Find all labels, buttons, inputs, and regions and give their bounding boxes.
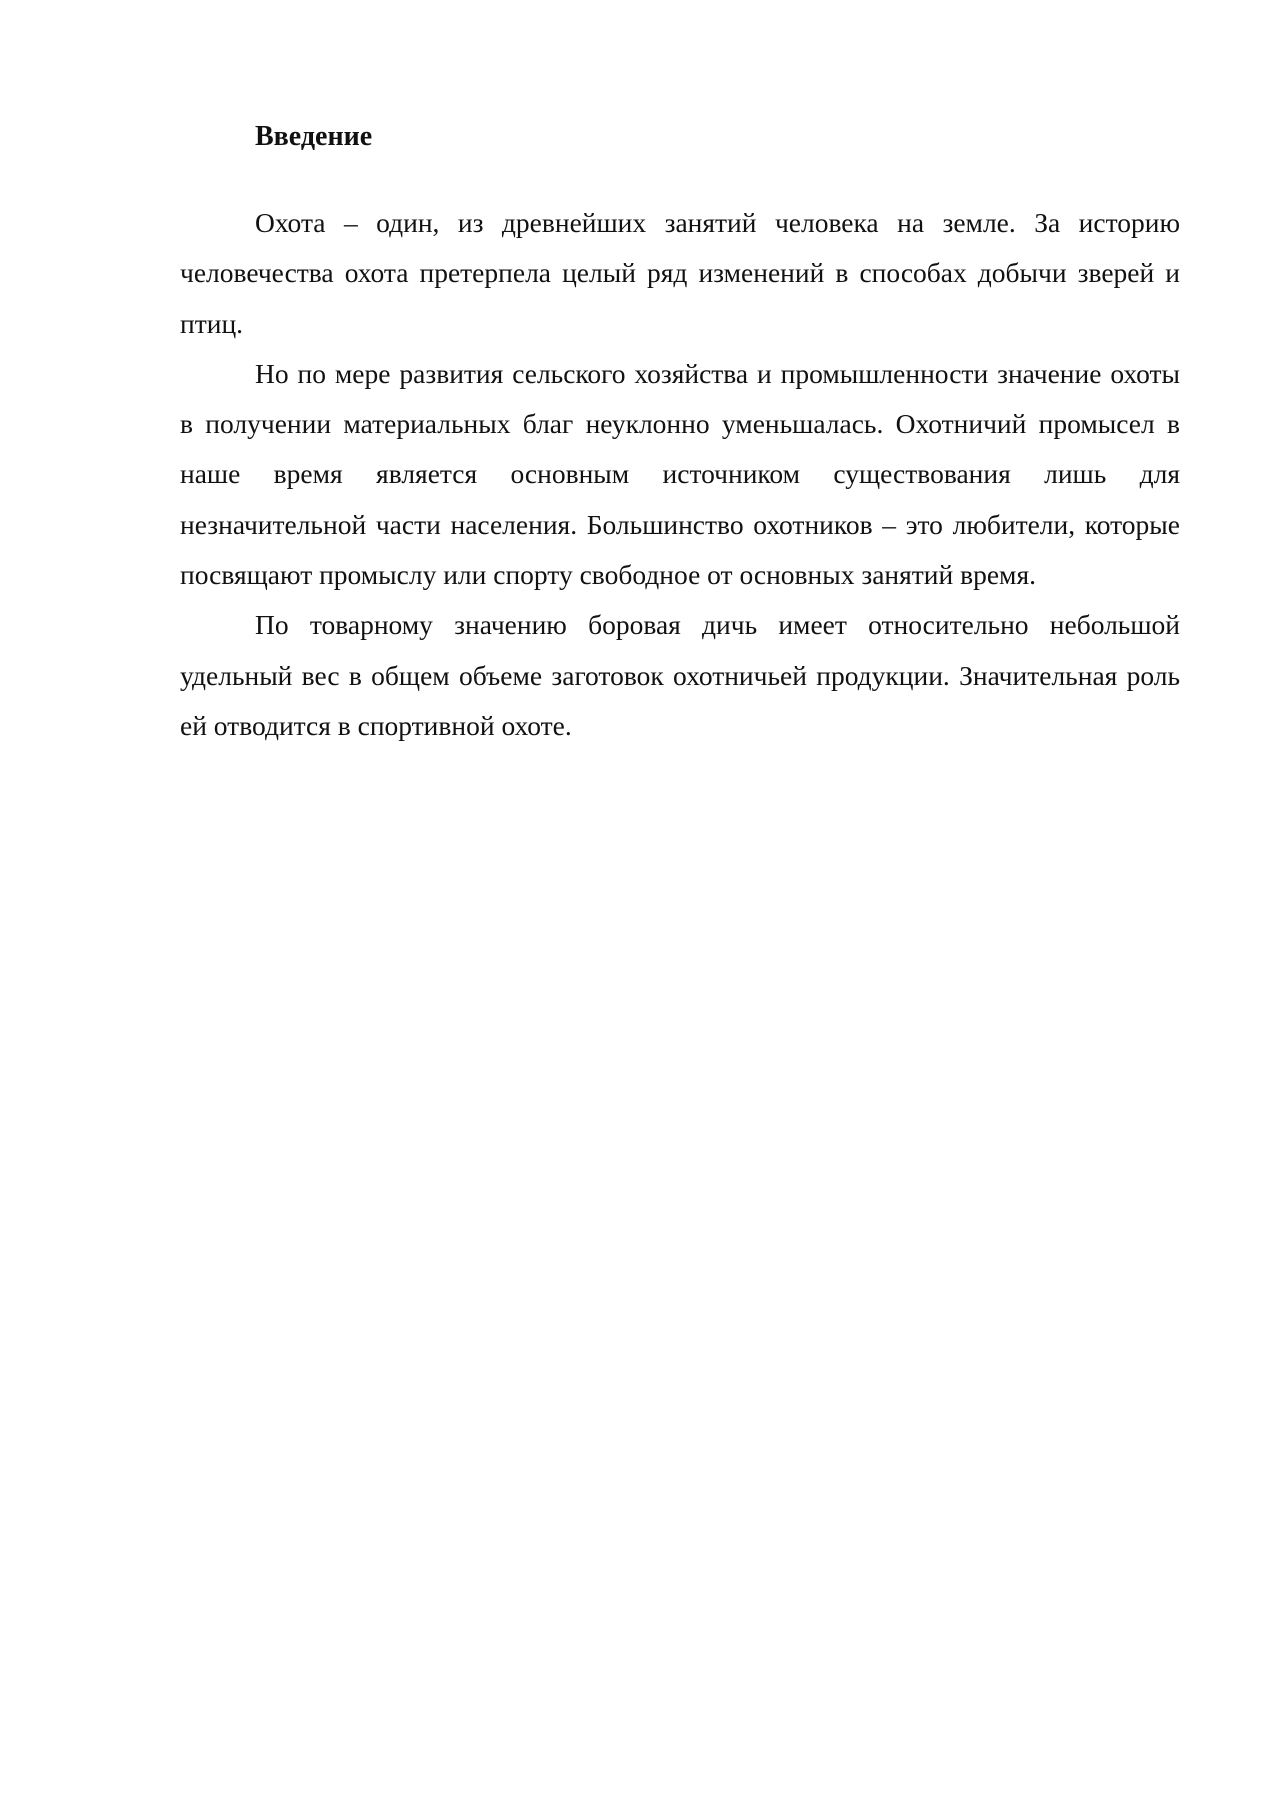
paragraph-3: По товарному значению боровая дичь имеет относительно небольшой удельный вес в общем объеме заготовок охотничьей продукции. Значительная роль ей отводится в спортивной охоте.: [180, 609, 1180, 741]
paragraph-1: Охота – один, из древнейших занятий человека на земле. За историю человечества охота претерпела целый ряд изменений в способах добычи зверей и птиц.: [180, 207, 1180, 339]
paragraph-2: Но по мере развития сельского хозяйства и промышленности значение охоты в получении материальных благ неуклонно уменьшалась. Охотничий промысел в наше время является основным источником существования лишь для незначительной части населения. Большинство охотников – это любители, которые посвящают промыслу или спорту свободное от основных занятий время.: [180, 357, 1180, 591]
section-heading: Введение: [255, 121, 373, 152]
document-body: [180, 112, 1180, 751]
